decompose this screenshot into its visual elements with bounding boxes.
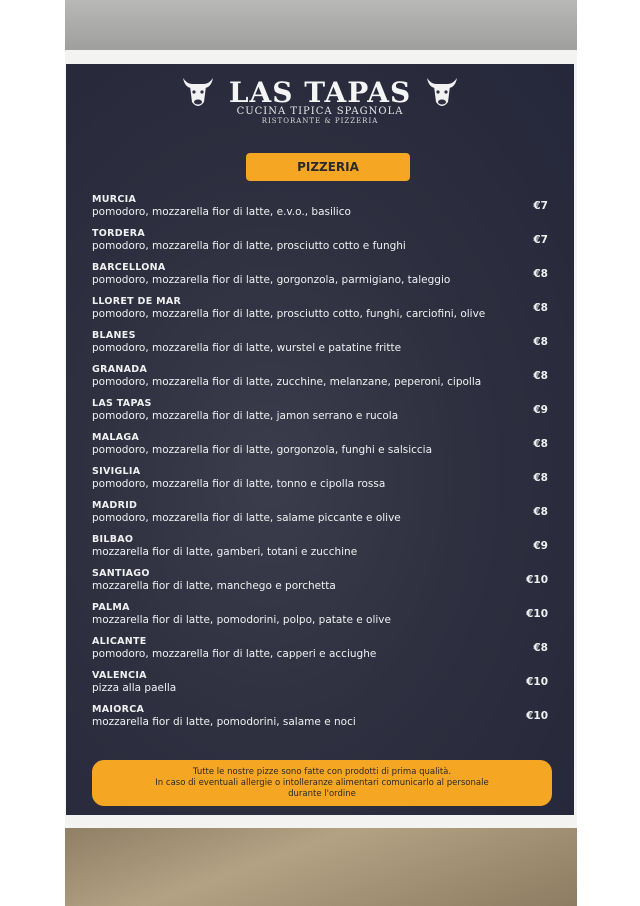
- menu-item: [92, 262, 548, 296]
- item-price: €8: [533, 642, 548, 654]
- menu-item: [92, 602, 548, 636]
- item-name: BARCELLONA: [92, 262, 166, 273]
- logo-row: [66, 74, 574, 110]
- item-description: mozzarella fior di latte, manchego e porchetta: [92, 580, 336, 592]
- menu-item: [92, 704, 548, 738]
- item-price: €8: [533, 370, 548, 382]
- item-name: LAS TAPAS: [92, 398, 152, 409]
- item-description: mozzarella fior di latte, pomodorini, salame e noci: [92, 716, 356, 728]
- menu-header: [66, 74, 574, 125]
- menu-item: [92, 398, 548, 432]
- menu-item: [92, 500, 548, 534]
- allergy-notice: [92, 760, 552, 806]
- item-price: €10: [526, 574, 548, 586]
- item-price: €7: [533, 200, 548, 212]
- menu-item: [92, 364, 548, 398]
- item-name: PALMA: [92, 602, 130, 613]
- item-price: €8: [533, 302, 548, 314]
- item-description: mozzarella fior di latte, pomodorini, polpo, patate e olive: [92, 614, 391, 626]
- item-name: TORDERA: [92, 228, 146, 239]
- menu-board: [66, 64, 574, 815]
- item-description: pomodoro, mozzarella fior di latte, jamon serrano e rucola: [92, 410, 399, 422]
- menu-item: [92, 466, 548, 500]
- notice-line-3: durante l'ordine: [288, 788, 356, 799]
- item-name: BLANES: [92, 330, 136, 341]
- item-name: MURCIA: [92, 194, 137, 205]
- item-name: GRANADA: [92, 364, 148, 375]
- item-description: pomodoro, mozzarella fior di latte, e.v.o., basilico: [92, 206, 351, 218]
- item-price: €10: [526, 676, 548, 688]
- photo-background-top: [65, 0, 577, 50]
- menu-item: [92, 228, 548, 262]
- item-description: pomodoro, mozzarella fior di latte, salame piccante e olive: [92, 512, 401, 524]
- menu-item: [92, 330, 548, 364]
- item-description: pomodoro, mozzarella fior di latte, prosciutto cotto e funghi: [92, 240, 406, 252]
- section-title-pizzeria: PIZZERIA: [246, 153, 410, 181]
- item-description: pomodoro, mozzarella fior di latte, tonno e cipolla rossa: [92, 478, 386, 490]
- notice-line-1: Tutte le nostre pizze sono fatte con prodotti di prima qualità.: [192, 766, 452, 777]
- menu-item: [92, 194, 548, 228]
- item-price: €8: [533, 506, 548, 518]
- restaurant-name: LAS TAPAS: [228, 75, 412, 109]
- item-description: pizza alla paella: [92, 682, 177, 694]
- item-description: mozzarella fior di latte, gamberi, totani e zucchine: [92, 546, 358, 558]
- item-name: ALICANTE: [92, 636, 147, 647]
- menu-item: [92, 568, 548, 602]
- item-price: €10: [526, 710, 548, 722]
- item-description: pomodoro, mozzarella fior di latte, gorgonzola, parmigiano, taleggio: [92, 274, 451, 286]
- item-name: SIVIGLIA: [92, 466, 141, 477]
- item-name: SANTIAGO: [92, 568, 150, 579]
- table-surface: [65, 828, 577, 906]
- restaurant-tagline: RISTORANTE & PIZZERIA: [261, 117, 379, 125]
- item-name: BILBAO: [92, 534, 134, 545]
- item-description: pomodoro, mozzarella fior di latte, prosciutto cotto, funghi, carciofini, olive: [92, 308, 486, 320]
- item-description: pomodoro, mozzarella fior di latte, capperi e acciughe: [92, 648, 377, 660]
- item-name: MADRID: [92, 500, 138, 511]
- menu-list: [92, 194, 548, 738]
- menu-item: [92, 432, 548, 466]
- item-name: MALAGA: [92, 432, 140, 443]
- item-name: VALENCIA: [92, 670, 147, 681]
- item-description: pomodoro, mozzarella fior di latte, zucchine, melanzane, peperoni, cipolla: [92, 376, 482, 388]
- item-price: €7: [533, 234, 548, 246]
- item-price: €9: [533, 404, 548, 416]
- item-price: €8: [533, 268, 548, 280]
- item-price: €8: [533, 336, 548, 348]
- restaurant-subtitle: CUCINA TIPICA SPAGNOLA: [236, 106, 404, 117]
- menu-item: [92, 636, 548, 670]
- item-description: pomodoro, mozzarella fior di latte, wurstel e patatine fritte: [92, 342, 402, 354]
- menu-item: [92, 670, 548, 704]
- item-price: €8: [533, 438, 548, 450]
- item-price: €10: [526, 608, 548, 620]
- notice-line-2: In caso di eventuali allergie o intolleranze alimentari comunicarlo al personale: [155, 777, 489, 788]
- menu-item: [92, 534, 548, 568]
- bull-head-icon: [181, 74, 215, 110]
- item-name: LLORET DE MAR: [92, 296, 182, 307]
- menu-item: [92, 296, 548, 330]
- item-price: €8: [533, 472, 548, 484]
- item-price: €9: [533, 540, 548, 552]
- item-description: pomodoro, mozzarella fior di latte, gorgonzola, funghi e salsiccia: [92, 444, 433, 456]
- item-name: MAIORCA: [92, 704, 145, 715]
- bull-head-icon: [425, 74, 459, 110]
